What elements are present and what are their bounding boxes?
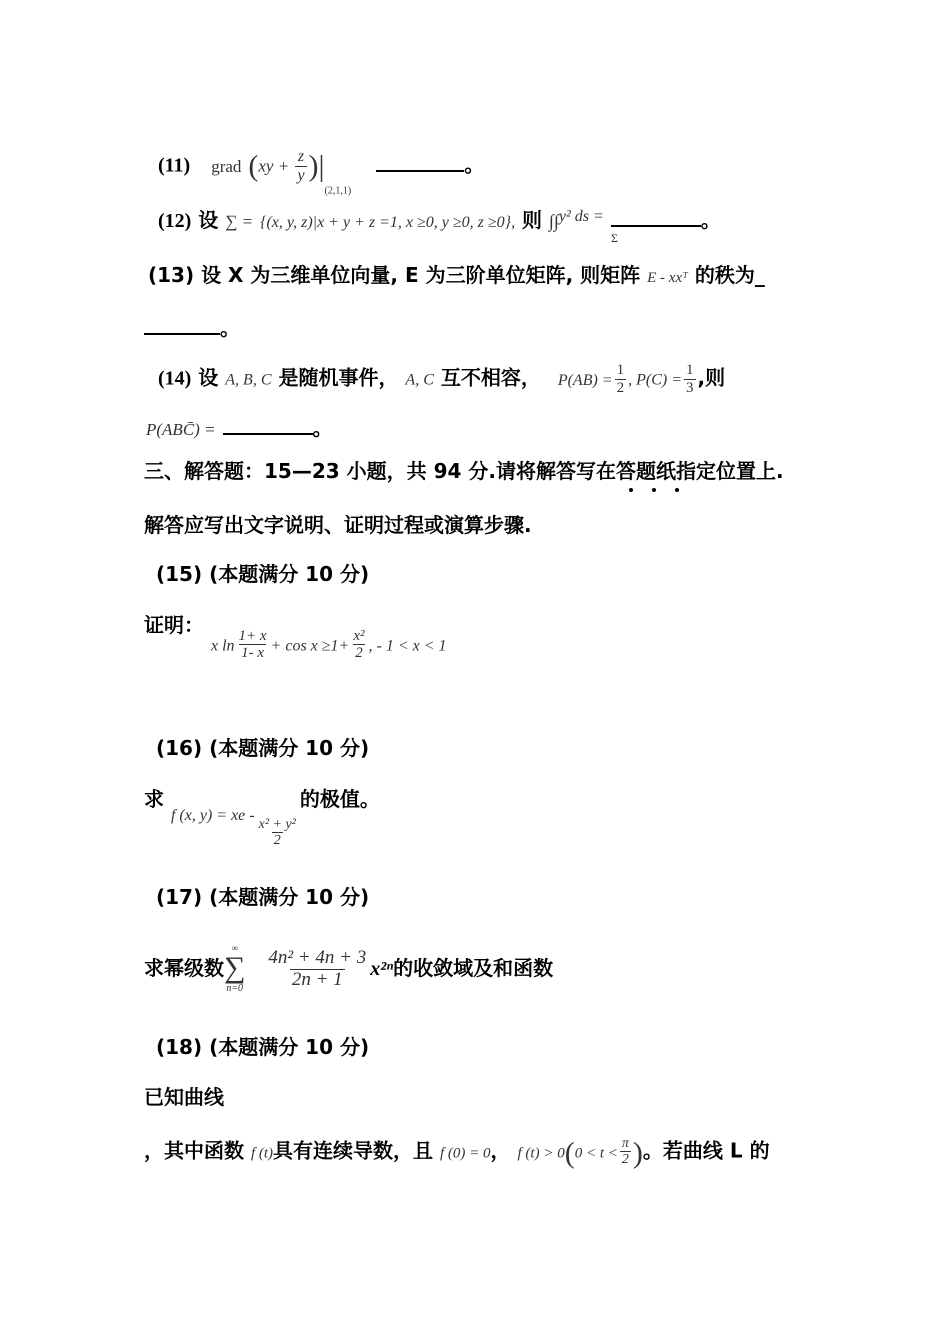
question-14-line2: P(ABC̄) = 。 [146,416,333,440]
question-number: (14) [158,367,192,390]
fraction-log-argument: $\frac{1+ x}{1- x}$ [238,627,267,661]
emphasis-dot [629,488,633,492]
emphasis-dot [675,488,679,492]
surface-set: {(x, y, z)|x + y + z =1, x ≥0, y ≥0, z ≥0}, [260,214,516,231]
fraction-x-squared-half: $\frac{\text{x²}}{2}$ [353,627,365,661]
question-16-body: 求 f (x, y) = xe - $\frac{\text{x² + y²}}{2}$ 的极值。 [144,787,380,849]
answer-blank [144,332,220,335]
section-3-note: 解答应写出文字说明、证明过程或演算步骤. [144,513,532,537]
question-18-line1: 已知曲线 [144,1085,224,1109]
summation-sign: ∞ ∑ n=0 [224,943,246,994]
fraction-one-half: $\frac{1}{2}$ [616,362,625,396]
grad-operator: grad [211,156,242,176]
question-18-heading: (18) (本题满分 10 分) [156,1035,370,1059]
question-13-line2: 。 [144,318,240,338]
question-15-body: 证明： x ln $\frac{1+ x}{1- x}$ + cos x ≥1+ $\frac{\text{x²}}{2}$ , - 1 < x < 1 [144,613,447,661]
emphasis-dot [652,488,656,492]
integrand: y² ds = [558,208,604,225]
answer-blank [223,432,313,435]
answer-blank [376,169,464,172]
fraction-z-over-y: $\frac{z}{y}$ [297,148,305,184]
matrix-expression: E - xxᵀ [647,270,688,286]
question-number: (11) [158,154,191,177]
integral-subscript: Σ [611,231,618,245]
surface-integral-sign: ∫∫ [549,211,559,231]
question-14-line1: (14) 设 A, B, C 是随机事件， A, C 互不相容， P(AB) = $\frac{1}{2}$ , P(C) = $\frac{1}{3}$ ,则 [158,362,726,396]
fraction-pi-half: $\frac{\pi}{2}$ [621,1136,629,1168]
section-3-instructions: 三、解答题：15—23 小题，共 94 分.请将解答写在答题纸指定位置上. [144,459,784,483]
series-coefficient: $\frac{\text{4n² + 4n + 3}}{2n + 1}$ [268,947,367,990]
grad-arg: xy + [258,156,294,176]
question-17-body: 求幂级数 ∞ ∑ n=0 $\frac{\text{4n² + 4n + 3}}{2n + 1}$ x²ⁿ的收敛域及和函数 [144,943,554,994]
fraction-one-third: $\frac{1}{3}$ [686,362,694,396]
answer-blank [611,224,701,227]
question-number: (12) [158,210,192,232]
question-12: (12) 设 ∑ = {(x, y, z)|x + y + z =1, x ≥0, y ≥0, z ≥0}, 则 ∫∫$^{y^2 ds =}$ 。 [158,208,721,232]
question-13-line1: (13) 设 X 为三维单位向量, E 为三阶单位矩阵, 则矩阵 E - xxᵀ 的秩为_ [148,263,765,287]
question-15-heading: (15) (本题满分 10 分) [156,562,370,586]
exponent-fraction: $\frac{\text{x² + y²}}{2}$ [258,817,296,849]
question-16-heading: (16) (本题满分 10 分) [156,736,370,760]
evaluation-point: (2,1,1) [324,185,352,197]
question-17-heading: (17) (本题满分 10 分) [156,885,370,909]
question-18-line2: ，其中函数 f (t)具有连续导数，且 f (0) = 0， f (t) > 0(0 < t < $\frac{\pi}{2}$ )。若曲线 L 的 [144,1136,770,1170]
question-11: (11) grad (xy + $\frac{z}{y}$ )$|_{(2,1,1)}$ 。 [158,148,485,197]
sigma-surface: ∑ = [225,212,254,231]
